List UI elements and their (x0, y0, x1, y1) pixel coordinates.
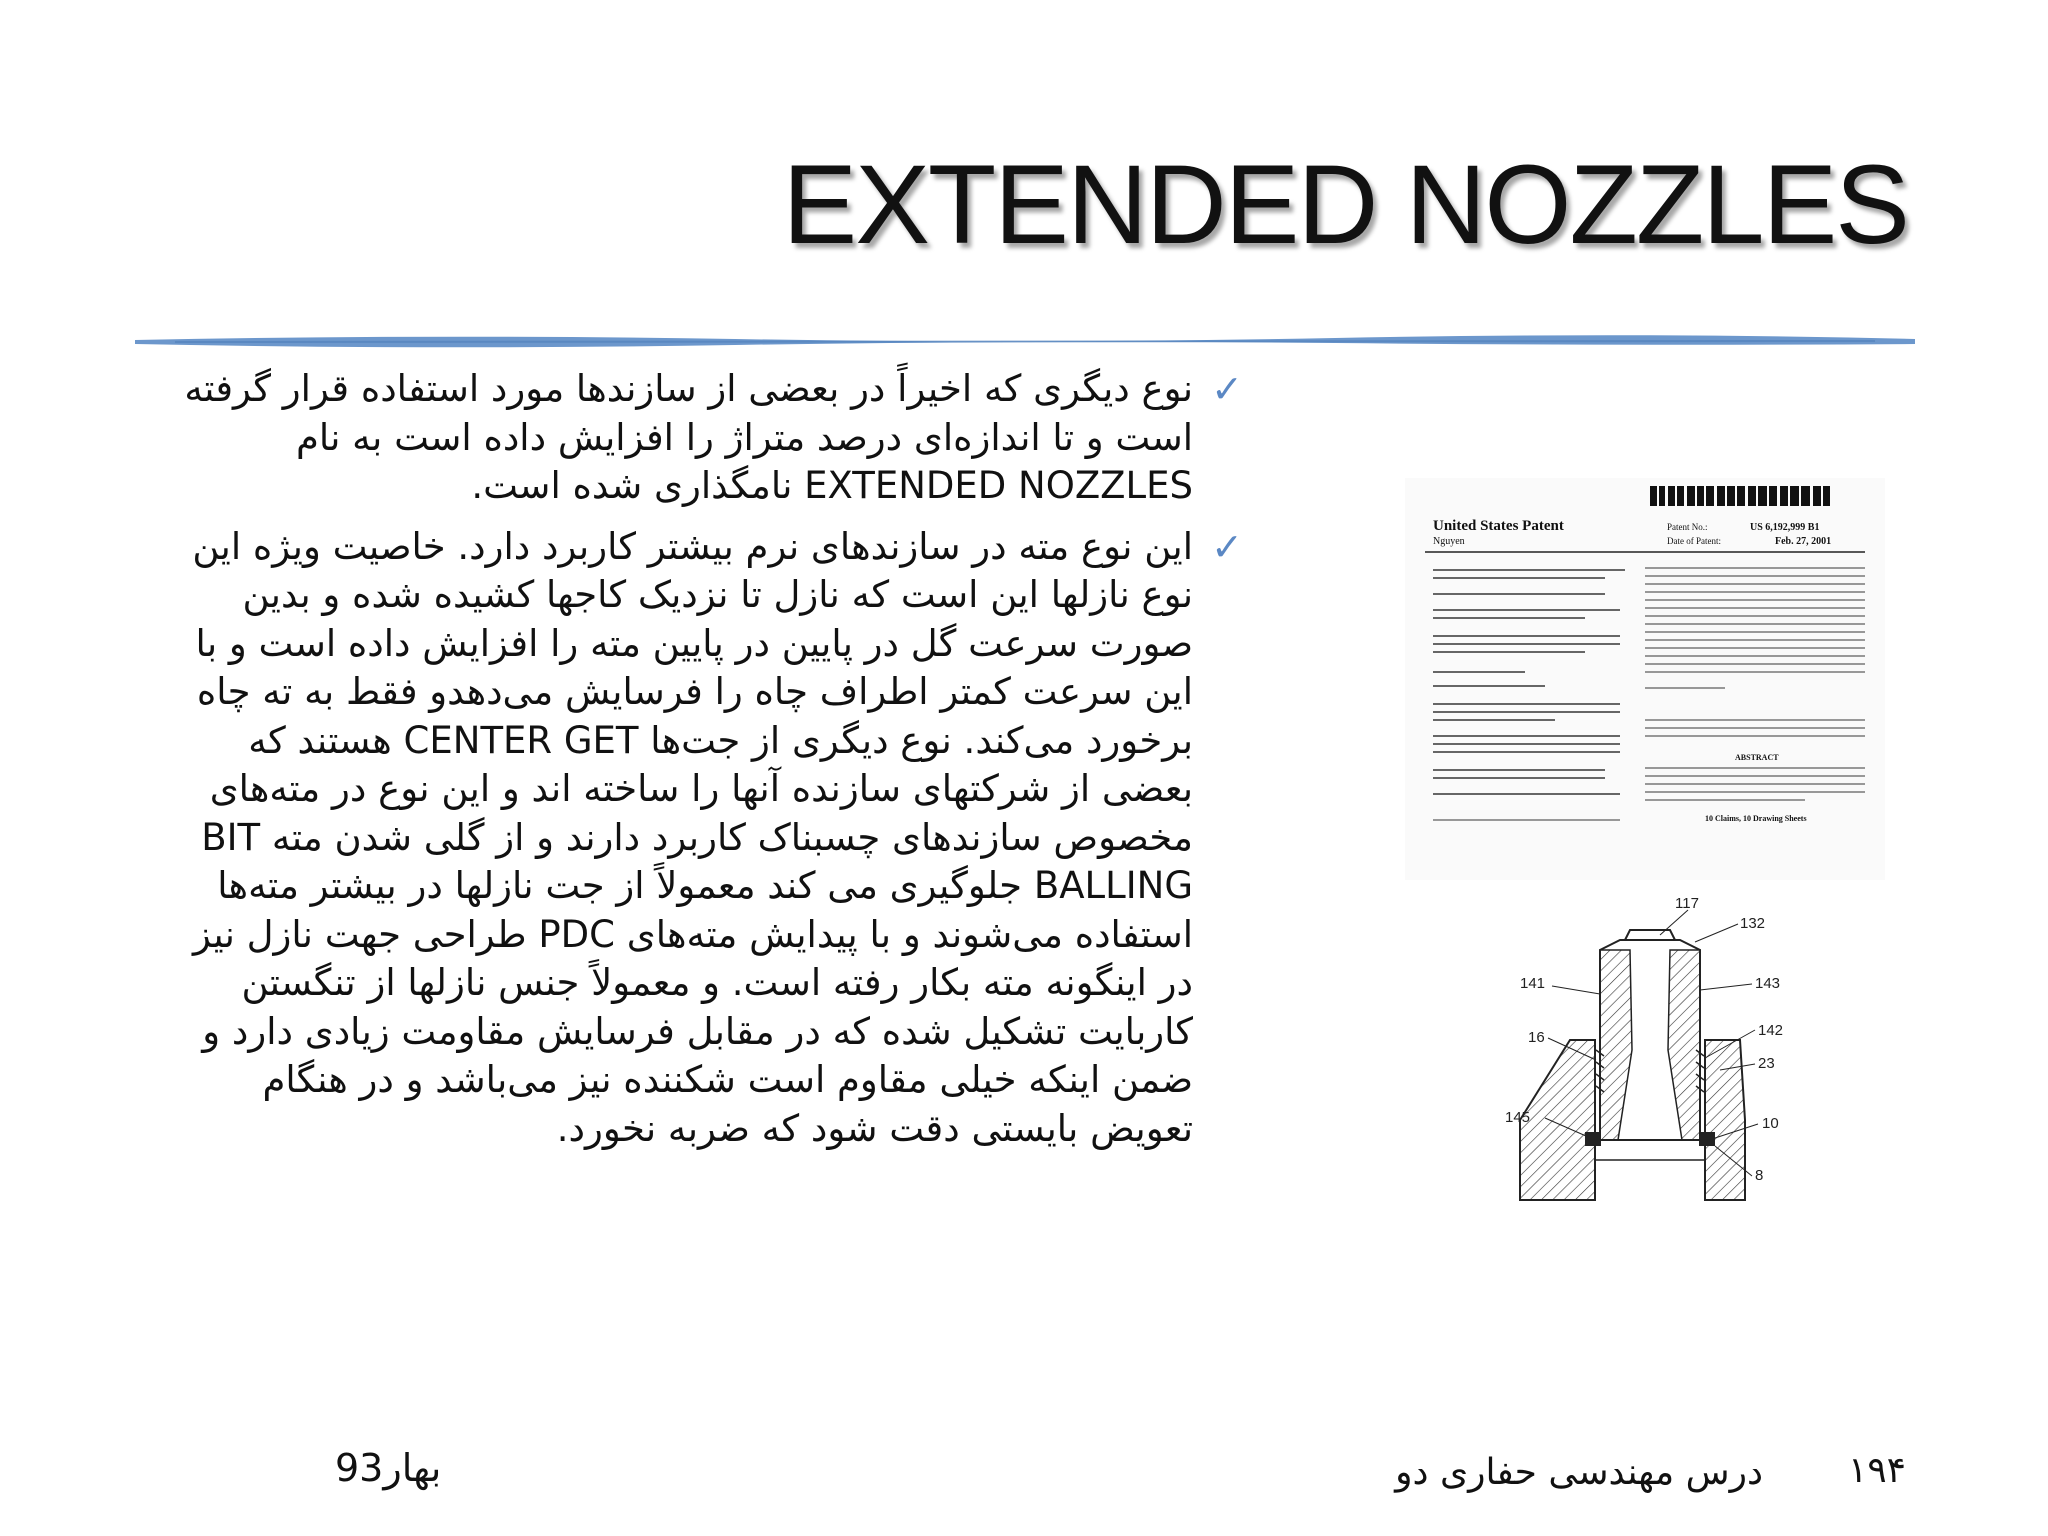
drawing-label-8: 8 (1755, 1167, 1764, 1184)
patent-no: US 6,192,999 B1 (1750, 522, 1820, 533)
bullet-1 (165, 365, 1243, 511)
bullet-2 (165, 523, 1243, 1154)
drawing-label-16: 16 (1528, 1029, 1545, 1046)
slide-title: EXTENDED NOZZLES (782, 142, 1908, 267)
patent-header: United States Patent (1433, 518, 1564, 534)
patent-no-label: Patent No.: (1667, 522, 1708, 532)
patent-abstract-label: ABSTRACT (1735, 753, 1779, 762)
drawing-label-141: 141 (1520, 975, 1546, 992)
patent-document-image (1405, 478, 1885, 880)
footer-season: بهار93 (335, 1446, 442, 1490)
title-divider (135, 330, 1915, 350)
body-text (165, 365, 1243, 1165)
drawing-label-145: 145 (1505, 1109, 1531, 1126)
patent-date: Feb. 27, 2001 (1775, 536, 1832, 547)
checkmark-icon: ✓ (1211, 524, 1243, 569)
nozzle-cross-section-drawing (1500, 890, 1800, 1210)
footer-course-name: درس مهندسی حفاری دو (1395, 1452, 1763, 1493)
drawing-label-132: 132 (1740, 915, 1766, 932)
patent-claims: 10 Claims, 10 Drawing Sheets (1705, 814, 1807, 823)
drawing-label-23: 23 (1758, 1055, 1775, 1072)
checkmark-icon: ✓ (1211, 367, 1243, 411)
bullet-2-text: این نوع مته در سازندهای نرم بیشتر کاربرد دارد. خاصیت ویژه این نوع نازلها این است که نازل تا نزدیک کاجها کشیده شده و بدین صورت سرعت گل در پایین در پایین مته را افزایش داده است و با این سرعت کمتر اطراف چاه را فرسایش می‌دهدو فقط به ته چاه برخورد می‌کند. نوع دیگری از جت‌ها CENTER GET هستند که بعضی از شرکتهای سازنده آنها را ساخته اند و این نوع در مته‌های مخصوص سازندهای چسبناک کاربرد دارند و از گلی شدن مته BIT BALLING جلوگیری می کند معمولاً از جت نازلها در بیشتر مته‌ها استفاده می‌شوند و با پیدایش مته‌های PDC طراحی جهت نازل نیز در اینگونه مته بکار رفته است. و معمولاً جنس نازلها از تنگستن کاربایت تشکیل شده که در مقابل فرسایش مقاومت زیادی دارد و ضمن اینکه خیلی مقاوم است شکننده نیز می‌باشد و در هنگام تعویض بایستی دقت شود که ضربه نخورد. (192, 524, 1193, 1150)
patent-inventor: Nguyen (1433, 536, 1465, 547)
drawing-label-10: 10 (1762, 1115, 1779, 1132)
drawing-label-142: 142 (1758, 1022, 1784, 1039)
bullet-1-text: نوع دیگری که اخیراً در بعضی از سازندها مورد استفاده قرار گرفته است و تا اندازه‌ای درصد متراژ را افزایش داده است به نام EXTENDED NOZZLES نامگذاری شده است. (184, 367, 1193, 507)
drawing-label-143: 143 (1755, 975, 1781, 992)
page-number: ۱۹۴ (1847, 1450, 1906, 1491)
patent-date-label: Date of Patent: (1667, 536, 1721, 546)
drawing-label-117: 117 (1675, 895, 1699, 912)
